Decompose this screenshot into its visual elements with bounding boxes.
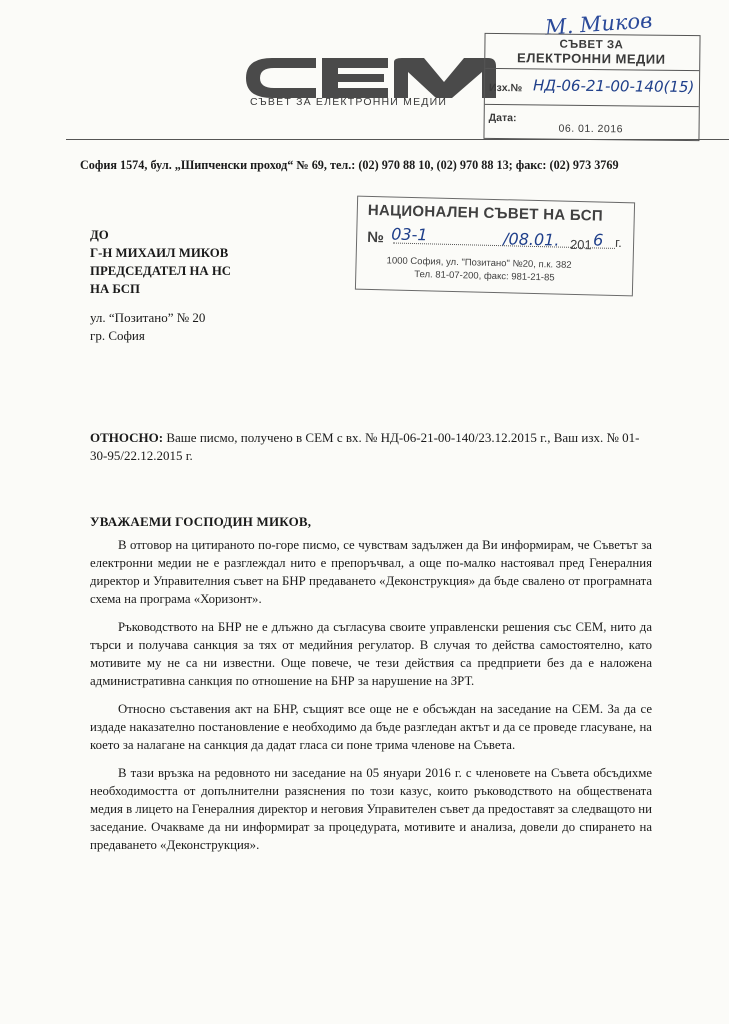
subject-line: [90, 429, 650, 465]
recipient-org: НА БСП: [90, 282, 140, 296]
bsp-stamp-address: 1000 София, ул. "Позитано" №20, п.к. 382: [386, 255, 572, 271]
bsp-registration-stamp: [355, 196, 635, 297]
handwritten-signature: М. Миков: [544, 8, 654, 40]
body-paragraph: В отговор на цитираното по-горе писмо, се чувствам задължен да Ви информирам, че Съветът за електронни медии не е разглеждал нито е препоръчвал, а още по-малко настоявал пред Генералния директор и Управителния съвет на БНР предаването «Деконструкция» да бъде свалено от програмната схема на програма «Хоризонт».: [90, 538, 652, 606]
header-divider: [66, 139, 729, 140]
recipient-street: ул. “Позитано” № 20: [90, 310, 206, 325]
stamp-title-line2: ЕЛЕКТРОННИ МЕДИИ: [516, 50, 666, 67]
bsp-stamp-phone: Тел. 81-07-200, факс: 981-21-85: [414, 269, 555, 284]
stamp-date-value: 06. 01. 2016: [558, 122, 624, 136]
bsp-stamp-number: 03-1: [391, 224, 428, 245]
sender-address: София 1574, бул. „Шипченски проход“ № 69, тел.: (02) 970 88 10, (02) 970 88 13; факс: (02) 973 3769: [80, 158, 619, 172]
salutation: УВАЖАЕМИ ГОСПОДИН МИКОВ,: [90, 514, 312, 529]
stamp-divider: [485, 104, 699, 107]
recipient-line: ДО: [90, 228, 109, 242]
recipient-city: гр. София: [90, 328, 145, 343]
letter-body: [90, 536, 652, 864]
bsp-stamp-no-label: №: [366, 228, 385, 247]
cem-registration-stamp: [483, 33, 700, 141]
recipient-name: Г-Н МИХАИЛ МИКОВ: [90, 246, 229, 260]
logo-subtitle: СЪВЕТ ЗА ЕЛЕКТРОННИ МЕДИИ: [250, 96, 448, 108]
body-paragraph: Относно съставения акт на БНР, същият все още не е обсъждан на заседание на СЕМ. За да се издаде наказателно постановление е необходимо да бъде разгледан актът и да се проведе гласуване, на което за налагане на санкция да дадат гласа си поне трима членове на Съвета.: [90, 702, 652, 752]
stamp-ref-number: НД-06-21-00-140(15): [532, 76, 695, 97]
bsp-stamp-suffix: г.: [614, 234, 623, 251]
recipient-title: ПРЕДСЕДАТЕЛ НА НС: [90, 264, 232, 278]
stamp-date-label: Дата:: [488, 111, 517, 125]
recipient-address: [90, 309, 205, 345]
bsp-stamp-year: 201: [569, 236, 592, 253]
bsp-stamp-date: /08.01.: [502, 229, 560, 250]
stamp-title-line1: СЪВЕТ ЗА: [559, 38, 624, 52]
subject-label: ОТНОСНО:: [90, 430, 164, 445]
bsp-stamp-year-digit: 6: [592, 230, 604, 250]
stamp-ref-label: Изх.№: [488, 81, 523, 95]
bsp-stamp-title: НАЦИОНАЛЕН СЪВЕТ НА БСП: [367, 201, 604, 225]
recipient-block: [90, 226, 231, 298]
body-paragraph: В тази връзка на редовното ни заседание на 05 януари 2016 г. с членовете на Съвета обсъдихме необходимостта от допълнителни разяснения по този казус, които ръководството на обществената медия в лицето на Генералния директор и неговия Управителен съвет да предоставят за следващото ни заседание. Очакваме да ни информират за процедурата, мотивите и анализа, довели до спирането на предаването «Деконструкция».: [90, 766, 652, 852]
stamp-divider: [485, 68, 699, 71]
subject-text: Ваше писмо, получено в СЕМ с вх. № НД-06-21-00-140/23.12.2015 г., Ваш изх. № 01-30-95/22.12.2015 г.: [90, 430, 640, 463]
body-paragraph: Ръководството на БНР не е длъжно да съгласува своите управленски решения със СЕМ, нито да търси и получава санкция за тях от медийния регулатор. В случая то действа самостоятелно, като мотивите му не са ни известни. Още повече, че тези действия са предприети без да е наложена административна санкция по отношение на БНР за нарушение на ЗРТ.: [90, 620, 652, 688]
